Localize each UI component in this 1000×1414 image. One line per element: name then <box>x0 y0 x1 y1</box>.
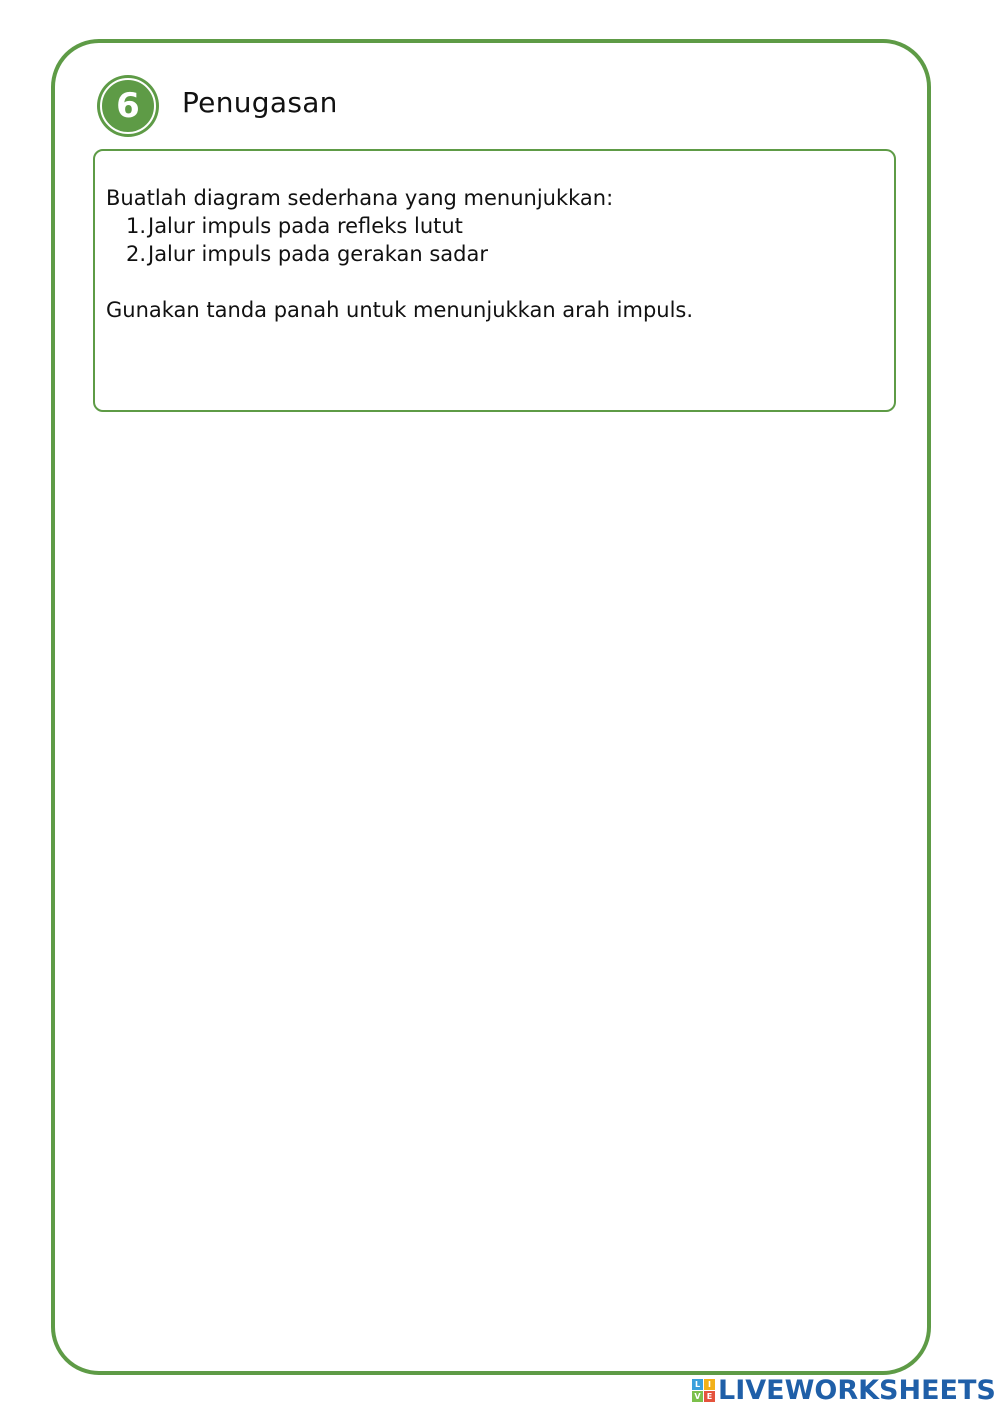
task-instruction: Gunakan tanda panah untuk menunjukkan arah impuls. <box>106 298 694 322</box>
task-item-text: Jalur impuls pada refleks lutut <box>148 214 463 238</box>
task-text <box>106 184 886 324</box>
task-item-number: 1. <box>125 214 146 238</box>
section-number-badge <box>97 75 159 137</box>
logo-letter: V <box>692 1391 703 1402</box>
liveworksheets-brand <box>692 1376 996 1404</box>
task-list-item <box>106 240 886 268</box>
task-spacer <box>106 268 886 296</box>
section-number: 6 <box>100 78 156 134</box>
section-title: Penugasan <box>182 86 338 119</box>
task-list <box>106 212 886 268</box>
liveworksheets-logo-icon <box>692 1379 715 1402</box>
logo-letter: I <box>704 1379 715 1390</box>
task-intro: Buatlah diagram sederhana yang menunjukkan: <box>106 186 614 210</box>
logo-letter: L <box>692 1379 703 1390</box>
logo-letter: E <box>704 1391 715 1402</box>
brand-name: LIVEWORKSHEETS <box>718 1374 996 1406</box>
task-item-number: 2. <box>125 242 146 266</box>
task-list-item <box>106 212 886 240</box>
task-item-text: Jalur impuls pada gerakan sadar <box>148 242 489 266</box>
